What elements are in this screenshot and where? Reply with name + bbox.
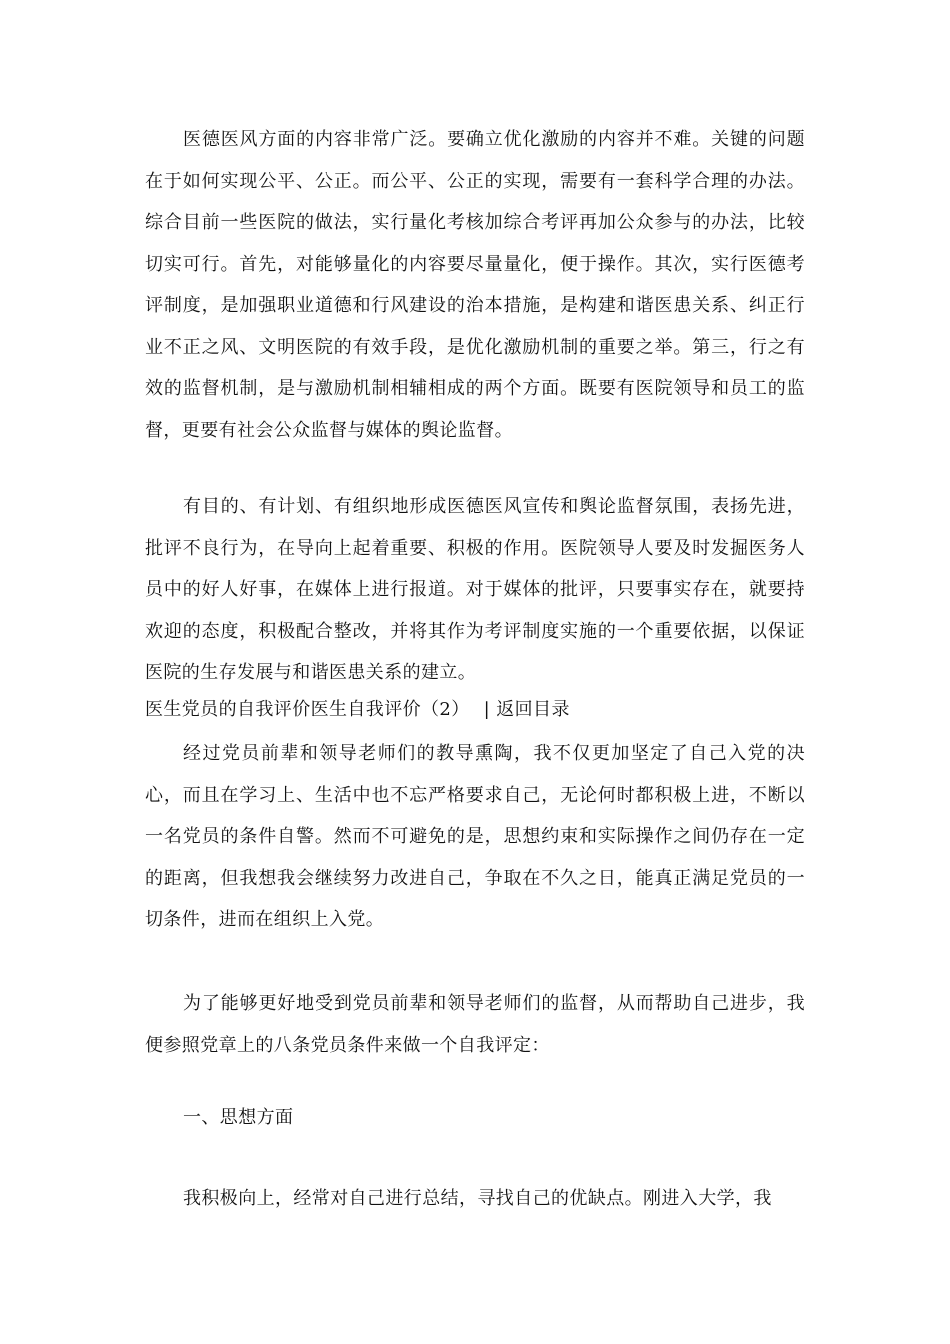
paragraph-self-assessment-intro: 为了能够更好地受到党员前辈和领导老师们的监督，从而帮助自己进步，我便参照党章上的八条党员条件来做一个自我评定： [145,993,805,1056]
paragraph-ideology-detail: 我积极向上，经常对自己进行总结，寻找自己的优缺点。刚进入大学，我 [183,1188,772,1209]
paragraph-medical-ethics: 医德医风方面的内容非常广泛。要确立优化激励的内容并不难。关键的问题在于如何实现公平、公正。而公平、公正的实现，需要有一套科学合理的办法。综合目前一些医院的做法，实行量化考核加综合考评再加公众参与的办法，比较切实可行。首先，对能够量化的内容要尽量量化，便于操作。其次，实行医德考评制度，是加强职业道德和行风建设的治本措施，是构建和谐医患关系、纠正行业不正之风、文明医院的有效手段，是优化激励机制的重要之举。第三，行之有效的监督机制，是与激励机制相辅相成的两个方面。既要有医院领导和员工的监督，更要有社会公众监督与媒体的舆论监督。 [145,129,805,441]
subheading-ideology: 一、思想方面 [183,1107,294,1128]
section-heading-line [145,693,805,727]
paragraph-publicity-supervision: 有目的、有计划、有组织地形成医德医风宣传和舆论监督氛围，表扬先进，批评不良行为，在导向上起着重要、积极的作用。医院领导人要及时发掘医务人员中的好人好事，在媒体上进行报道。对于媒体的批评，只要事实存在，就要持欢迎的态度，积极配合整改，并将其作为考评制度实施的一个重要依据，以保证医院的生存发展与和谐医患关系的建立。 [145,496,805,683]
back-to-contents-link[interactable]: | 返回目录 [483,699,570,720]
section-title: 医生党员的自我评价医生自我评价（2） [145,699,470,720]
paragraph-party-self-evaluation: 经过党员前辈和领导老师们的教导熏陶，我不仅更加坚定了自己入党的决心，而且在学习上、生活中也不忘严格要求自己，无论何时都积极上进，不断以一名党员的条件自警。然而不可避免的是，思想约束和实际操作之间仍存在一定的距离，但我想我会继续努力改进自己，争取在不久之日，能真正满足党员的一切条件，进而在组织上入党。 [145,743,805,930]
